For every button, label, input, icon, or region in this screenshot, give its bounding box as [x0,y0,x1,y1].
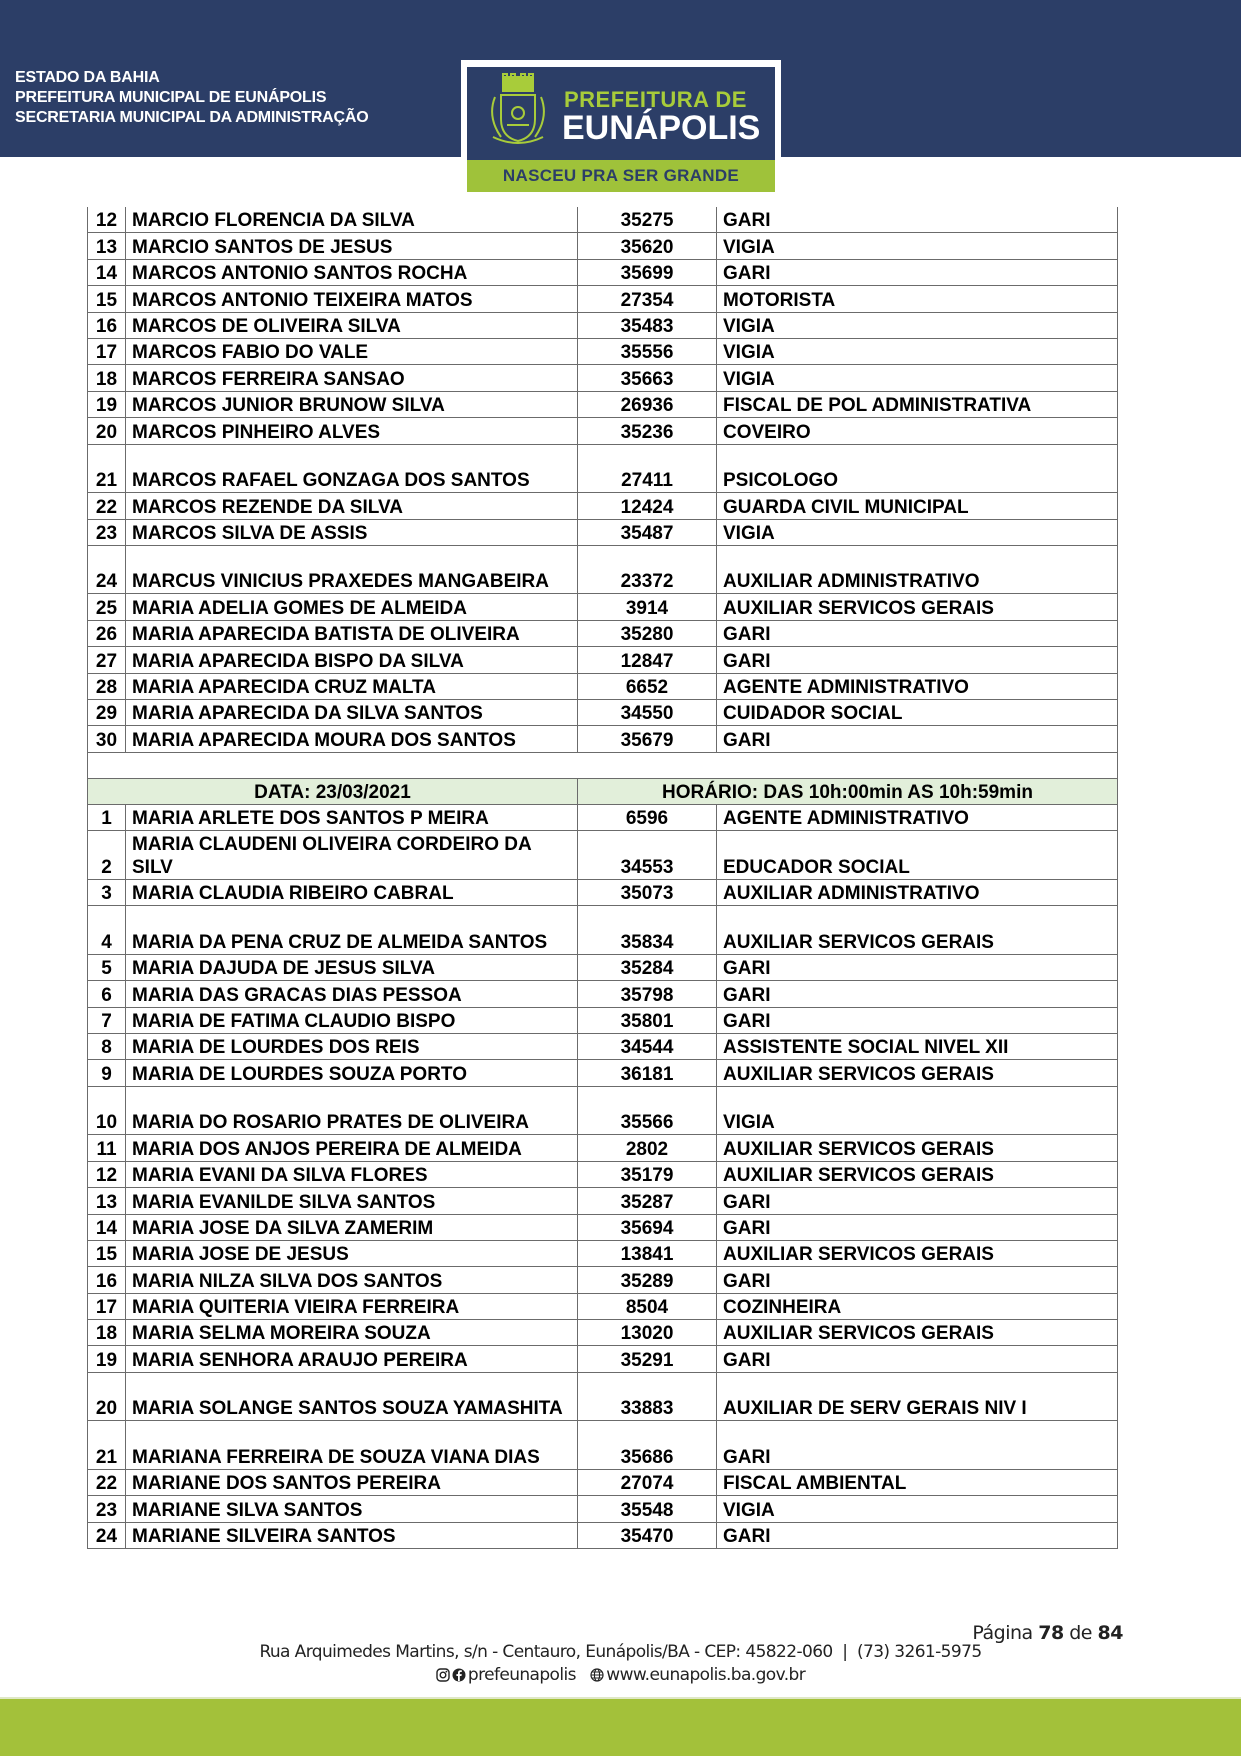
page-label: Página [972,1622,1033,1644]
employee-name: MARIA SOLANGE SANTOS SOUZA YAMASHITA [126,1372,578,1421]
employee-name: MARIA DAS GRACAS DIAS PESSOA [126,981,578,1007]
table-row [88,1240,1118,1266]
row-number: 2 [88,831,126,880]
row-number: 15 [88,1240,126,1266]
table-row [88,954,1118,980]
employee-role: GARI [717,647,1118,673]
employee-registration: 27411 [578,444,717,493]
logo-title-line2: EUNÁPOLIS [562,109,761,147]
row-number: 21 [88,1421,126,1470]
row-number: 24 [88,1522,126,1548]
employee-role: ASSISTENTE SOCIAL NIVEL XII [717,1033,1118,1059]
employee-role: GARI [717,981,1118,1007]
employee-role: GARI [717,1421,1118,1470]
employee-name: MARCIO FLORENCIA DA SILVA [126,207,578,233]
header-secretariat: SECRETARIA MUNICIPAL DA ADMINISTRAÇÃO [15,109,369,126]
employee-registration: 35663 [578,365,717,391]
section-time: HORÁRIO: DAS 10h:00min AS 10h:59min [578,778,1118,804]
row-number: 19 [88,391,126,417]
row-number: 20 [88,1372,126,1421]
employee-name: MARIA DE LOURDES DOS REIS [126,1033,578,1059]
row-number: 14 [88,1214,126,1240]
row-number: 18 [88,1320,126,1346]
employee-role: VIGIA [717,1086,1118,1135]
employee-name: MARCOS JUNIOR BRUNOW SILVA [126,391,578,417]
table-row [88,338,1118,364]
employee-role: AUXILIAR SERVICOS GERAIS [717,1240,1118,1266]
row-number: 17 [88,1293,126,1319]
row-number: 21 [88,444,126,493]
table-part-1 [88,207,1118,752]
table-row [88,700,1118,726]
table-row [88,207,1118,233]
employee-name: MARIA APARECIDA BISPO DA SILVA [126,647,578,673]
table-row [88,906,1118,955]
employee-role: CUIDADOR SOCIAL [717,700,1118,726]
row-number: 13 [88,1188,126,1214]
employee-registration: 6596 [578,804,717,830]
employee-name: MARIA DAJUDA DE JESUS SILVA [126,954,578,980]
section-header [88,778,1118,804]
employee-role: AUXILIAR ADMINISTRATIVO [717,879,1118,905]
section-date: DATA: 23/03/2021 [88,778,578,804]
employee-name: MARIA DO ROSARIO PRATES DE OLIVEIRA [126,1086,578,1135]
table-row [88,594,1118,620]
table-row [88,365,1118,391]
employee-role: AUXILIAR SERVICOS GERAIS [717,1060,1118,1086]
employee-registration: 12847 [578,647,717,673]
employee-name: MARIA JOSE DA SILVA ZAMERIM [126,1214,578,1240]
table-row [88,1214,1118,1240]
employee-registration: 35289 [578,1267,717,1293]
employee-registration: 13841 [578,1240,717,1266]
employee-name: MARCOS SILVA DE ASSIS [126,519,578,545]
employee-role: GUARDA CIVIL MUNICIPAL [717,493,1118,519]
table-row [88,620,1118,646]
employee-role: GARI [717,207,1118,233]
facebook-icon [452,1668,466,1682]
employee-registration: 35556 [578,338,717,364]
table-row [88,1007,1118,1033]
employee-role: VIGIA [717,1496,1118,1522]
row-number: 16 [88,312,126,338]
employee-registration: 35801 [578,1007,717,1033]
employee-role: AGENTE ADMINISTRATIVO [717,673,1118,699]
employee-role: VIGIA [717,365,1118,391]
employee-name: MARCOS FERREIRA SANSAO [126,365,578,391]
table-row [88,545,1118,594]
employee-registration: 2802 [578,1135,717,1161]
employee-registration: 34553 [578,831,717,880]
row-number: 29 [88,700,126,726]
employee-table [87,207,1118,1549]
row-number: 8 [88,1033,126,1059]
row-number: 19 [88,1346,126,1372]
employee-role: AUXILIAR ADMINISTRATIVO [717,545,1118,594]
employee-name: MARIA CLAUDIA RIBEIRO CABRAL [126,879,578,905]
employee-registration: 26936 [578,391,717,417]
row-number: 17 [88,338,126,364]
employee-role: GARI [717,1214,1118,1240]
employee-role: AUXILIAR SERVICOS GERAIS [717,1135,1118,1161]
employee-name: MARIA CLAUDENI OLIVEIRA CORDEIRO DA SILV [126,831,578,880]
table-row [88,519,1118,545]
employee-name: MARIA APARECIDA BATISTA DE OLIVEIRA [126,620,578,646]
row-number: 24 [88,545,126,594]
table-row [88,1346,1118,1372]
employee-name: MARCUS VINICIUS PRAXEDES MANGABEIRA [126,545,578,594]
employee-role: GARI [717,1267,1118,1293]
row-number: 15 [88,286,126,312]
employee-role: MOTORISTA [717,286,1118,312]
employee-name: MARIA SENHORA ARAUJO PEREIRA [126,1346,578,1372]
row-number: 13 [88,233,126,259]
employee-name: MARIA JOSE DE JESUS [126,1240,578,1266]
employee-registration: 35699 [578,259,717,285]
row-number: 16 [88,1267,126,1293]
employee-registration: 13020 [578,1320,717,1346]
table-row [88,444,1118,493]
table-row [88,673,1118,699]
page-number [972,1622,1123,1644]
table-part-2 [88,804,1118,1548]
row-number: 30 [88,726,126,752]
employee-role: GARI [717,1188,1118,1214]
header-city-hall: PREFEITURA MUNICIPAL DE EUNÁPOLIS [15,89,327,106]
employee-registration: 27354 [578,286,717,312]
table-row [88,1267,1118,1293]
row-number: 3 [88,879,126,905]
employee-registration: 33883 [578,1372,717,1421]
employee-registration: 35236 [578,418,717,444]
employee-name: MARIA APARECIDA DA SILVA SANTOS [126,700,578,726]
table-spacer [88,752,1118,778]
row-number: 12 [88,207,126,233]
row-number: 25 [88,594,126,620]
table-row [88,286,1118,312]
table-row [88,1086,1118,1135]
globe-icon [590,1668,604,1682]
logo-top-panel [467,67,775,160]
employee-registration: 35483 [578,312,717,338]
employee-role: AUXILIAR SERVICOS GERAIS [717,1161,1118,1187]
row-number: 23 [88,519,126,545]
employee-role: VIGIA [717,519,1118,545]
row-number: 20 [88,418,126,444]
employee-name: MARIA DOS ANJOS PEREIRA DE ALMEIDA [126,1135,578,1161]
employee-role: GARI [717,726,1118,752]
instagram-icon [436,1668,450,1682]
employee-role: VIGIA [717,338,1118,364]
table-row [88,391,1118,417]
header-institution [15,68,368,128]
employee-role: GARI [717,1007,1118,1033]
row-number: 1 [88,804,126,830]
employee-name: MARIA ARLETE DOS SANTOS P MEIRA [126,804,578,830]
employee-name: MARIA APARECIDA MOURA DOS SANTOS [126,726,578,752]
employee-name: MARIANE DOS SANTOS PEREIRA [126,1470,578,1496]
employee-name: MARIANE SILVA SANTOS [126,1496,578,1522]
employee-role: GARI [717,1346,1118,1372]
spacer-row [88,752,1118,778]
table-row [88,804,1118,830]
employee-registration: 34544 [578,1033,717,1059]
employee-role: GARI [717,954,1118,980]
employee-name: MARIA DE FATIMA CLAUDIO BISPO [126,1007,578,1033]
page-current: 78 [1038,1622,1064,1644]
row-number: 9 [88,1060,126,1086]
employee-name: MARCIO SANTOS DE JESUS [126,233,578,259]
employee-name: MARCOS RAFAEL GONZAGA DOS SANTOS [126,444,578,493]
employee-role: GARI [717,1522,1118,1548]
employee-registration: 35694 [578,1214,717,1240]
employee-role: AGENTE ADMINISTRATIVO [717,804,1118,830]
table-row [88,1293,1118,1319]
row-number: 22 [88,493,126,519]
employee-registration: 35566 [578,1086,717,1135]
table-row [88,1033,1118,1059]
row-number: 12 [88,1161,126,1187]
employee-registration: 35487 [578,519,717,545]
website-link[interactable]: www.eunapolis.ba.gov.br [606,1665,806,1685]
employee-name: MARCOS ANTONIO TEIXEIRA MATOS [126,286,578,312]
employee-role: COVEIRO [717,418,1118,444]
employee-role: COZINHEIRA [717,1293,1118,1319]
social-handle[interactable]: prefeunapolis [467,1665,576,1685]
row-number: 7 [88,1007,126,1033]
employee-role: AUXILIAR SERVICOS GERAIS [717,906,1118,955]
table-row [88,259,1118,285]
table-row [88,1496,1118,1522]
employee-registration: 35280 [578,620,717,646]
table-row [88,981,1118,1007]
coat-of-arms-icon [485,73,551,157]
page-of: de [1069,1622,1092,1644]
employee-registration: 23372 [578,545,717,594]
employee-registration: 35686 [578,1421,717,1470]
employee-name: MARIA DE LOURDES SOUZA PORTO [126,1060,578,1086]
row-number: 22 [88,1470,126,1496]
employee-registration: 6652 [578,673,717,699]
row-number: 10 [88,1086,126,1135]
employee-registration: 36181 [578,1060,717,1086]
table-row [88,831,1118,880]
table-row [88,1320,1118,1346]
employee-role: GARI [717,259,1118,285]
employee-name: MARIA ADELIA GOMES DE ALMEIDA [126,594,578,620]
footer-address: Rua Arquimedes Martins, s/n - Centauro, Eunápolis/BA - CEP: 45822-060 | (73) 3261-5975 [259,1642,982,1662]
employee-name: MARIA APARECIDA CRUZ MALTA [126,673,578,699]
employee-name: MARCOS ANTONIO SANTOS ROCHA [126,259,578,285]
table-row [88,312,1118,338]
section-header-row [88,778,1118,804]
employee-registration: 35834 [578,906,717,955]
employee-role: GARI [717,620,1118,646]
employee-name: MARCOS REZENDE DA SILVA [126,493,578,519]
employee-registration: 35679 [578,726,717,752]
row-number: 11 [88,1135,126,1161]
employee-registration: 8504 [578,1293,717,1319]
footer-social [0,1665,1241,1685]
row-number: 26 [88,620,126,646]
row-number: 27 [88,647,126,673]
spacer-cell [88,752,1118,778]
employee-name: MARIA DA PENA CRUZ DE ALMEIDA SANTOS [126,906,578,955]
table-row [88,1470,1118,1496]
header-state: ESTADO DA BAHIA [15,69,160,86]
row-number: 5 [88,954,126,980]
employee-name: MARIA QUITERIA VIEIRA FERREIRA [126,1293,578,1319]
employee-name: MARCOS PINHEIRO ALVES [126,418,578,444]
employee-role: AUXILIAR SERVICOS GERAIS [717,1320,1118,1346]
employee-registration: 35798 [578,981,717,1007]
employee-registration: 35284 [578,954,717,980]
table-row [88,879,1118,905]
table-row [88,726,1118,752]
table-row [88,1161,1118,1187]
employee-name: MARCOS FABIO DO VALE [126,338,578,364]
table-row [88,493,1118,519]
employee-name: MARIANE SILVEIRA SANTOS [126,1522,578,1548]
employee-role: FISCAL DE POL ADMINISTRATIVA [717,391,1118,417]
page-total: 84 [1097,1622,1123,1644]
employee-registration: 3914 [578,594,717,620]
employee-role: EDUCADOR SOCIAL [717,831,1118,880]
table-row [88,418,1118,444]
row-number: 6 [88,981,126,1007]
employee-role: VIGIA [717,312,1118,338]
employee-name: MARIA NILZA SILVA DOS SANTOS [126,1267,578,1293]
row-number: 18 [88,365,126,391]
employee-registration: 27074 [578,1470,717,1496]
employee-registration: 12424 [578,493,717,519]
table-row [88,1372,1118,1421]
employee-registration: 35548 [578,1496,717,1522]
employee-registration: 35470 [578,1522,717,1548]
footer-band [0,1697,1241,1756]
employee-name: MARIANA FERREIRA DE SOUZA VIANA DIAS [126,1421,578,1470]
row-number: 23 [88,1496,126,1522]
employee-role: VIGIA [717,233,1118,259]
row-number: 14 [88,259,126,285]
table-row [88,1188,1118,1214]
table-row [88,647,1118,673]
employee-role: AUXILIAR DE SERV GERAIS NIV I [717,1372,1118,1421]
logo-slogan: NASCEU PRA SER GRANDE [467,160,775,192]
table-row [88,1421,1118,1470]
employee-name: MARIA EVANI DA SILVA FLORES [126,1161,578,1187]
prefeitura-logo [461,60,781,192]
row-number: 28 [88,673,126,699]
employee-role: PSICOLOGO [717,444,1118,493]
logo-title-line1: PREFEITURA DE [564,87,747,112]
employee-registration: 35275 [578,207,717,233]
employee-registration: 35620 [578,233,717,259]
employee-registration: 34550 [578,700,717,726]
employee-name: MARIA SELMA MOREIRA SOUZA [126,1320,578,1346]
employee-name: MARIA EVANILDE SILVA SANTOS [126,1188,578,1214]
employee-name: MARCOS DE OLIVEIRA SILVA [126,312,578,338]
table-row [88,233,1118,259]
table-row [88,1522,1118,1548]
employee-role: FISCAL AMBIENTAL [717,1470,1118,1496]
employee-role: AUXILIAR SERVICOS GERAIS [717,594,1118,620]
employee-registration: 35287 [578,1188,717,1214]
table-row [88,1060,1118,1086]
row-number: 4 [88,906,126,955]
employee-registration: 35179 [578,1161,717,1187]
table-row [88,1135,1118,1161]
employee-registration: 35291 [578,1346,717,1372]
employee-registration: 35073 [578,879,717,905]
